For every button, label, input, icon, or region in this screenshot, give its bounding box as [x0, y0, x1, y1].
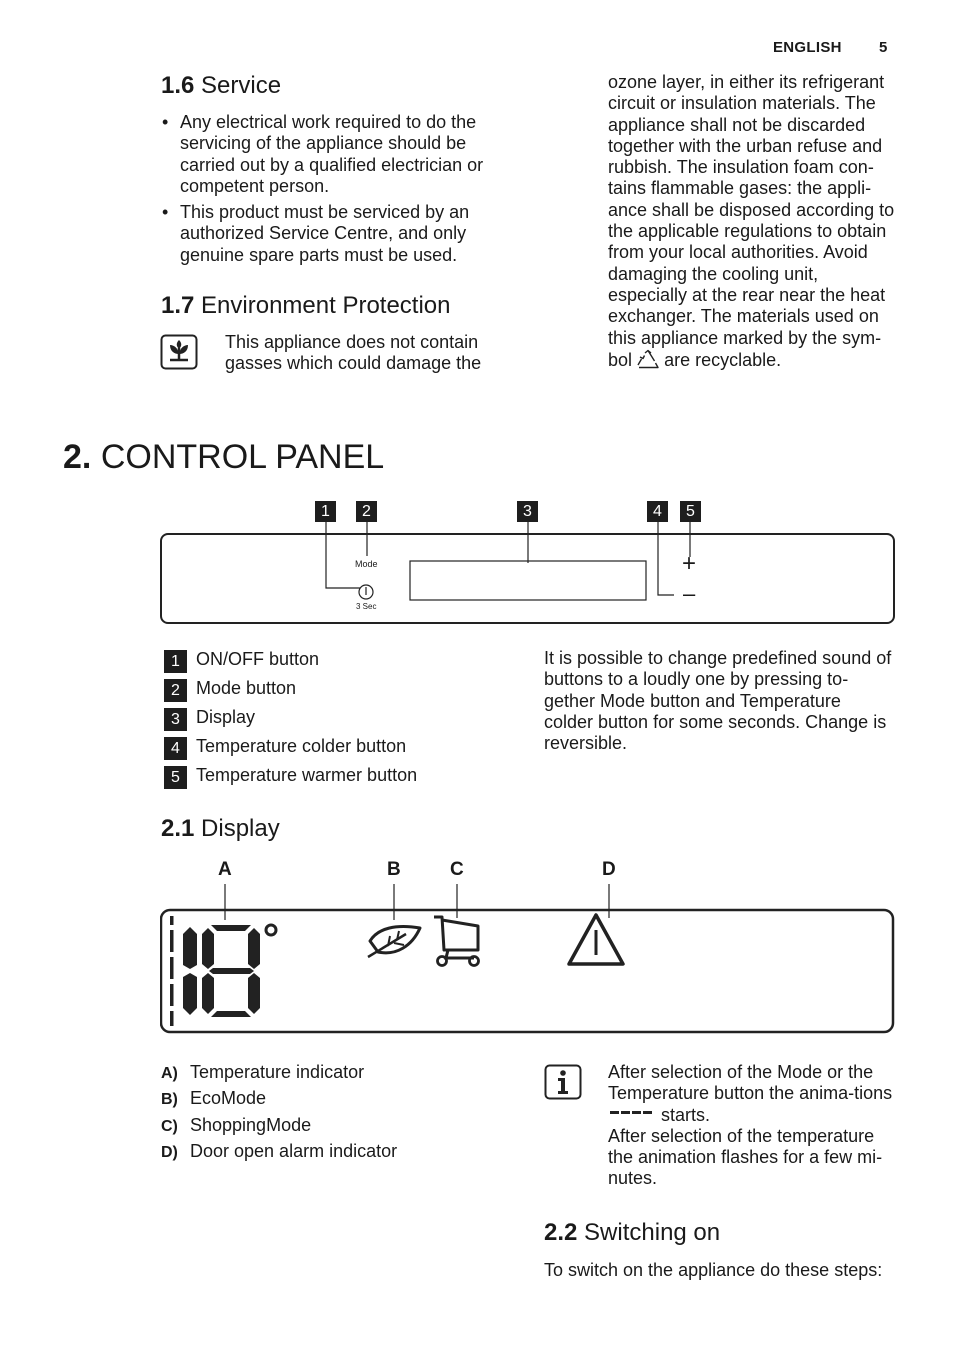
legend-number: 2	[164, 679, 187, 702]
legend-number: 4	[164, 737, 187, 760]
section-number: 2.2	[544, 1219, 578, 1246]
legend-label: EcoMode	[190, 1088, 267, 1109]
section-heading-display	[161, 815, 280, 843]
three-sec-label: 3 Sec	[356, 602, 377, 611]
legend-label: Temperature indicator	[190, 1062, 365, 1082]
section-number: 1.6	[161, 72, 195, 99]
display-letter-c: C	[450, 859, 464, 880]
environment-icon	[160, 334, 198, 370]
callout-2: 2	[356, 501, 377, 522]
list-item: • This product must be serviced by an authorized Service Centre, and only genuine spare parts must be used.	[161, 202, 506, 266]
control-panel-legend	[164, 649, 504, 794]
animation-dashes-icon	[610, 1108, 654, 1118]
legend-label: ShoppingMode	[190, 1114, 312, 1135]
chapter-title: CONTROL PANEL	[100, 438, 385, 476]
legend-key: D)	[161, 1143, 178, 1161]
legend-label: Display	[196, 707, 256, 727]
legend-label: ON/OFF button	[196, 649, 320, 669]
warning-icon	[566, 912, 626, 968]
section-heading-environment	[161, 292, 451, 320]
info-icon	[544, 1064, 582, 1100]
callout-3: 3	[517, 501, 538, 522]
display-letter-d: D	[602, 859, 616, 880]
callout-4: 4	[647, 501, 668, 522]
list-item: • Any electrical work required to do the servicing of the appliance should be carried out by a qualified electrician or competent person.	[161, 112, 506, 197]
legend-number: 1	[164, 650, 187, 673]
section-title: Display	[201, 815, 280, 842]
environment-paragraph: ozone layer, in either its refrigerant circuit or insulation materials. The appliance shall not be discarded together with the urban refuse and rubbish. The insulation foam con-tains flammable gases: the appli-ance shall be disposed according to the applicable regulations to obtain from your local authorities. Avoid damaging the cooling unit, especially at the rear near the heat exchanger. The materials used on this appliance marked by the sym-bol	[608, 72, 895, 370]
minus-button[interactable]: –	[683, 581, 696, 606]
sound-note: It is possible to change predefined sound of buttons to a loudly one by pressing to-gether Mode button and Temperature colder button for some seconds. Change is reversible.	[544, 648, 892, 754]
mode-label: Mode	[355, 559, 378, 569]
legend-key: C)	[161, 1117, 178, 1135]
recycle-icon	[637, 349, 659, 369]
legend-label: Temperature warmer button	[196, 765, 418, 785]
header-language: ENGLISH	[773, 39, 842, 56]
section-number: 2.1	[161, 815, 195, 842]
callout-5: 5	[680, 501, 701, 522]
environment-text-right	[608, 72, 900, 371]
list-item	[164, 765, 504, 794]
list-item	[161, 1141, 501, 1167]
leaf-icon	[366, 922, 424, 960]
section-title: Service	[201, 72, 282, 99]
info-paragraph-2: After selection of the temperature the animation flashes for a few mi-nutes.	[608, 1125, 883, 1189]
environment-text-left: This appliance does not contain gasses which could damage the	[225, 332, 482, 374]
control-panel-outline	[160, 500, 896, 628]
control-panel-diagram	[160, 500, 896, 628]
list-item	[164, 678, 504, 707]
display-letter-b: B	[387, 859, 401, 880]
list-item	[161, 1115, 501, 1141]
list-item	[161, 1062, 501, 1088]
list-item	[164, 707, 504, 736]
section-heading-service	[161, 72, 281, 100]
display-legend	[161, 1062, 501, 1167]
switching-on-text: To switch on the appliance do these steps:	[544, 1260, 883, 1280]
legend-label: Door open alarm indicator	[190, 1140, 398, 1161]
page-number: 5	[879, 39, 888, 56]
display-letter-a: A	[218, 859, 232, 880]
display-diagram	[160, 858, 896, 1038]
info-text	[608, 1062, 898, 1190]
legend-number: 3	[164, 708, 187, 731]
legend-key: A)	[161, 1065, 178, 1082]
environment-paragraph-end: are recyclable.	[664, 349, 782, 370]
plus-button[interactable]: +	[682, 550, 697, 577]
section-number: 1.7	[161, 292, 195, 319]
section-title: Environment Protection	[201, 292, 451, 319]
shopping-cart-icon	[430, 914, 486, 968]
info-paragraph-1: After selection of the Mode or the Temperature button the anima-tions	[608, 1062, 893, 1104]
callout-1: 1	[315, 501, 336, 522]
temperature-digits	[180, 923, 280, 1019]
legend-key: B)	[161, 1091, 178, 1109]
legend-label: Temperature colder button	[196, 736, 407, 756]
section-heading-switching-on	[544, 1219, 720, 1247]
list-item	[161, 1088, 501, 1114]
chapter-heading	[63, 437, 384, 477]
service-bullet-list	[161, 112, 506, 271]
info-paragraph-1-end: starts.	[661, 1104, 711, 1125]
chapter-number: 2.	[63, 438, 92, 476]
list-item	[164, 649, 504, 678]
list-item	[164, 736, 504, 765]
section-title: Switching on	[584, 1219, 721, 1246]
legend-label: Mode button	[196, 678, 297, 698]
legend-number: 5	[164, 766, 187, 789]
